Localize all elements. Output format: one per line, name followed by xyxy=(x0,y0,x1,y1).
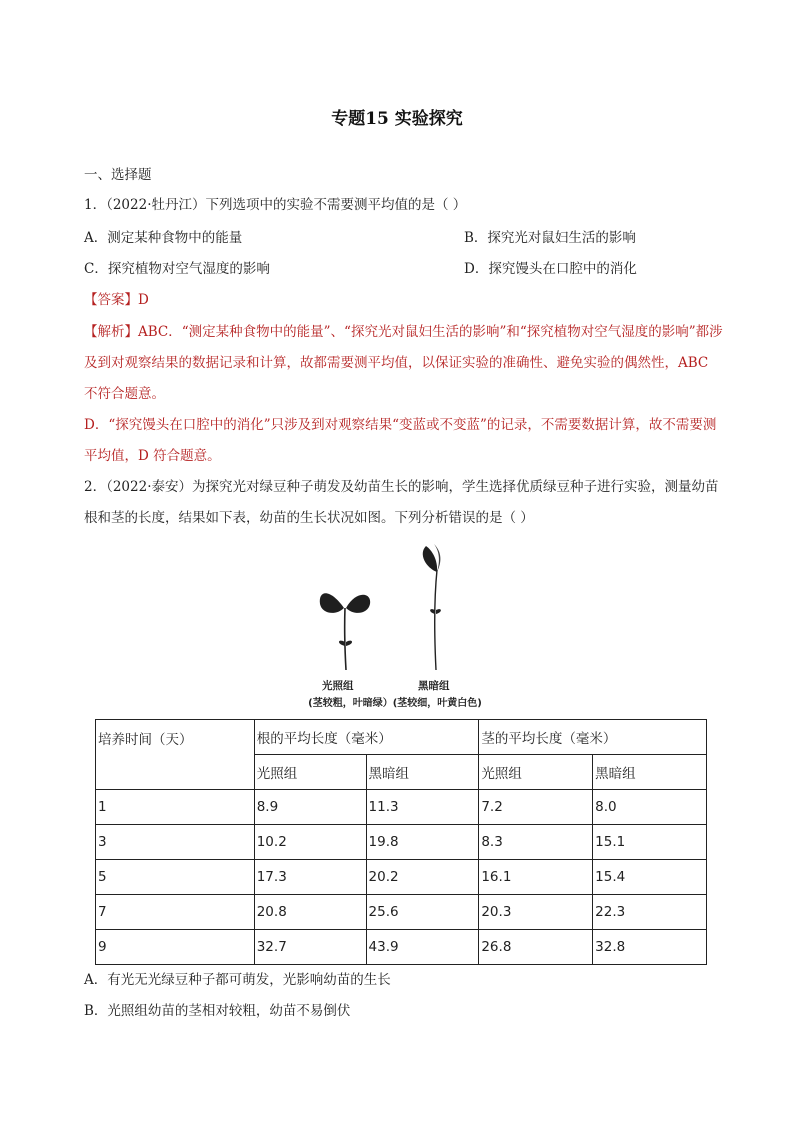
cell-root-dark: 19.8 xyxy=(366,825,479,860)
section-heading: 一、选择题 xyxy=(84,167,152,183)
q1-option-b: B．探究光对鼠妇生活的影响 xyxy=(464,230,636,246)
cell-day: 9 xyxy=(96,930,255,965)
q1-option-a: A．测定某种食物中的能量 xyxy=(84,230,243,246)
cell-root-light: 32.7 xyxy=(254,930,366,965)
seedlings-illustration xyxy=(300,540,490,675)
subheader-root-light: 光照组 xyxy=(254,755,366,790)
q1-stem: 1．（2022·牡丹江）下列选项中的实验不需要测平均值的是（ ） xyxy=(84,197,467,213)
subheader-root-dark: 黑暗组 xyxy=(366,755,479,790)
q1-answer: 【答案】D xyxy=(84,292,149,308)
cell-day: 1 xyxy=(96,790,255,825)
page-title: 专题15 实验探究 xyxy=(331,109,463,129)
seedling-figure xyxy=(300,540,490,710)
cell-root-light: 8.9 xyxy=(254,790,366,825)
dark-group-seedling xyxy=(423,544,441,670)
table-row xyxy=(96,930,707,965)
cell-stem-dark: 15.4 xyxy=(593,860,707,895)
q1-analysis-line-1: 【解析】ABC．“测定某种食物中的能量”、“探究光对鼠妇生活的影响”和“探究植物对空气湿度的影响”都涉 xyxy=(84,324,723,340)
q2-stem-line-1: 2．（2022·泰安）为探究光对绿豆种子萌发及幼苗生长的影响，学生选择优质绿豆种子进行实验，测量幼苗 xyxy=(84,479,719,495)
cell-stem-light: 8.3 xyxy=(479,825,593,860)
q1-analysis-line-3: 不符合题意。 xyxy=(84,386,165,402)
light-group-seedling xyxy=(320,593,370,670)
header-root-length: 根的平均长度（毫米） xyxy=(254,720,479,755)
q1-analysis-line-5: 平均值，D 符合题意。 xyxy=(84,448,221,464)
header-time: 培养时间（天） xyxy=(96,720,255,790)
cell-day: 3 xyxy=(96,825,255,860)
cell-stem-dark: 22.3 xyxy=(593,895,707,930)
q1-options-row-2 xyxy=(84,259,637,279)
cell-root-dark: 43.9 xyxy=(366,930,479,965)
table-row xyxy=(96,790,707,825)
cell-root-light: 17.3 xyxy=(254,860,366,895)
q2-option-a: A．有光无光绿豆种子都可萌发，光影响幼苗的生长 xyxy=(84,972,391,988)
q2-stem-line-2: 根和茎的长度，结果如下表，幼苗的生长状况如图。下列分析错误的是（ ） xyxy=(84,510,534,526)
cell-root-dark: 25.6 xyxy=(366,895,479,930)
cell-stem-dark: 15.1 xyxy=(593,825,707,860)
q1-analysis-line-4: D．“探究馒头在口腔中的消化”只涉及到对观察结果“变蓝或不变蓝”的记录，不需要数据计算，故不需要测 xyxy=(84,417,717,433)
data-table xyxy=(95,719,707,965)
subheader-stem-dark: 黑暗组 xyxy=(593,755,707,790)
cell-stem-dark: 32.8 xyxy=(593,930,707,965)
cell-stem-light: 16.1 xyxy=(479,860,593,895)
q1-analysis-line-2: 及到对观察结果的数据记录和计算，故都需要测平均值，以保证实验的准确性、避免实验的偶然性，ABC xyxy=(84,355,709,371)
header-stem-length: 茎的平均长度（毫米） xyxy=(479,720,707,755)
q1-options-row-1 xyxy=(84,228,636,248)
cell-stem-light: 26.8 xyxy=(479,930,593,965)
cell-root-dark: 11.3 xyxy=(366,790,479,825)
q1-option-c: C．探究植物对空气湿度的影响 xyxy=(84,261,270,277)
q1-option-d: D．探究馒头在口腔中的消化 xyxy=(464,261,637,277)
cell-stem-dark: 8.0 xyxy=(593,790,707,825)
light-group-label: 光照组 xyxy=(322,680,354,692)
dark-group-label: 黑暗组 xyxy=(418,680,450,692)
cell-root-dark: 20.2 xyxy=(366,860,479,895)
table-row xyxy=(96,825,707,860)
cell-stem-light: 20.3 xyxy=(479,895,593,930)
cell-root-light: 20.8 xyxy=(254,895,366,930)
q2-option-b: B．光照组幼苗的茎相对较粗，幼苗不易倒伏 xyxy=(84,1003,351,1019)
table-row xyxy=(96,895,707,930)
table-row xyxy=(96,860,707,895)
cell-day: 5 xyxy=(96,860,255,895)
cell-day: 7 xyxy=(96,895,255,930)
cell-stem-light: 7.2 xyxy=(479,790,593,825)
subheader-stem-light: 光照组 xyxy=(479,755,593,790)
figure-caption: (茎较粗，叶暗绿）(茎较细，叶黄白色) xyxy=(308,698,482,709)
cell-root-light: 10.2 xyxy=(254,825,366,860)
table-header-row xyxy=(96,720,707,755)
